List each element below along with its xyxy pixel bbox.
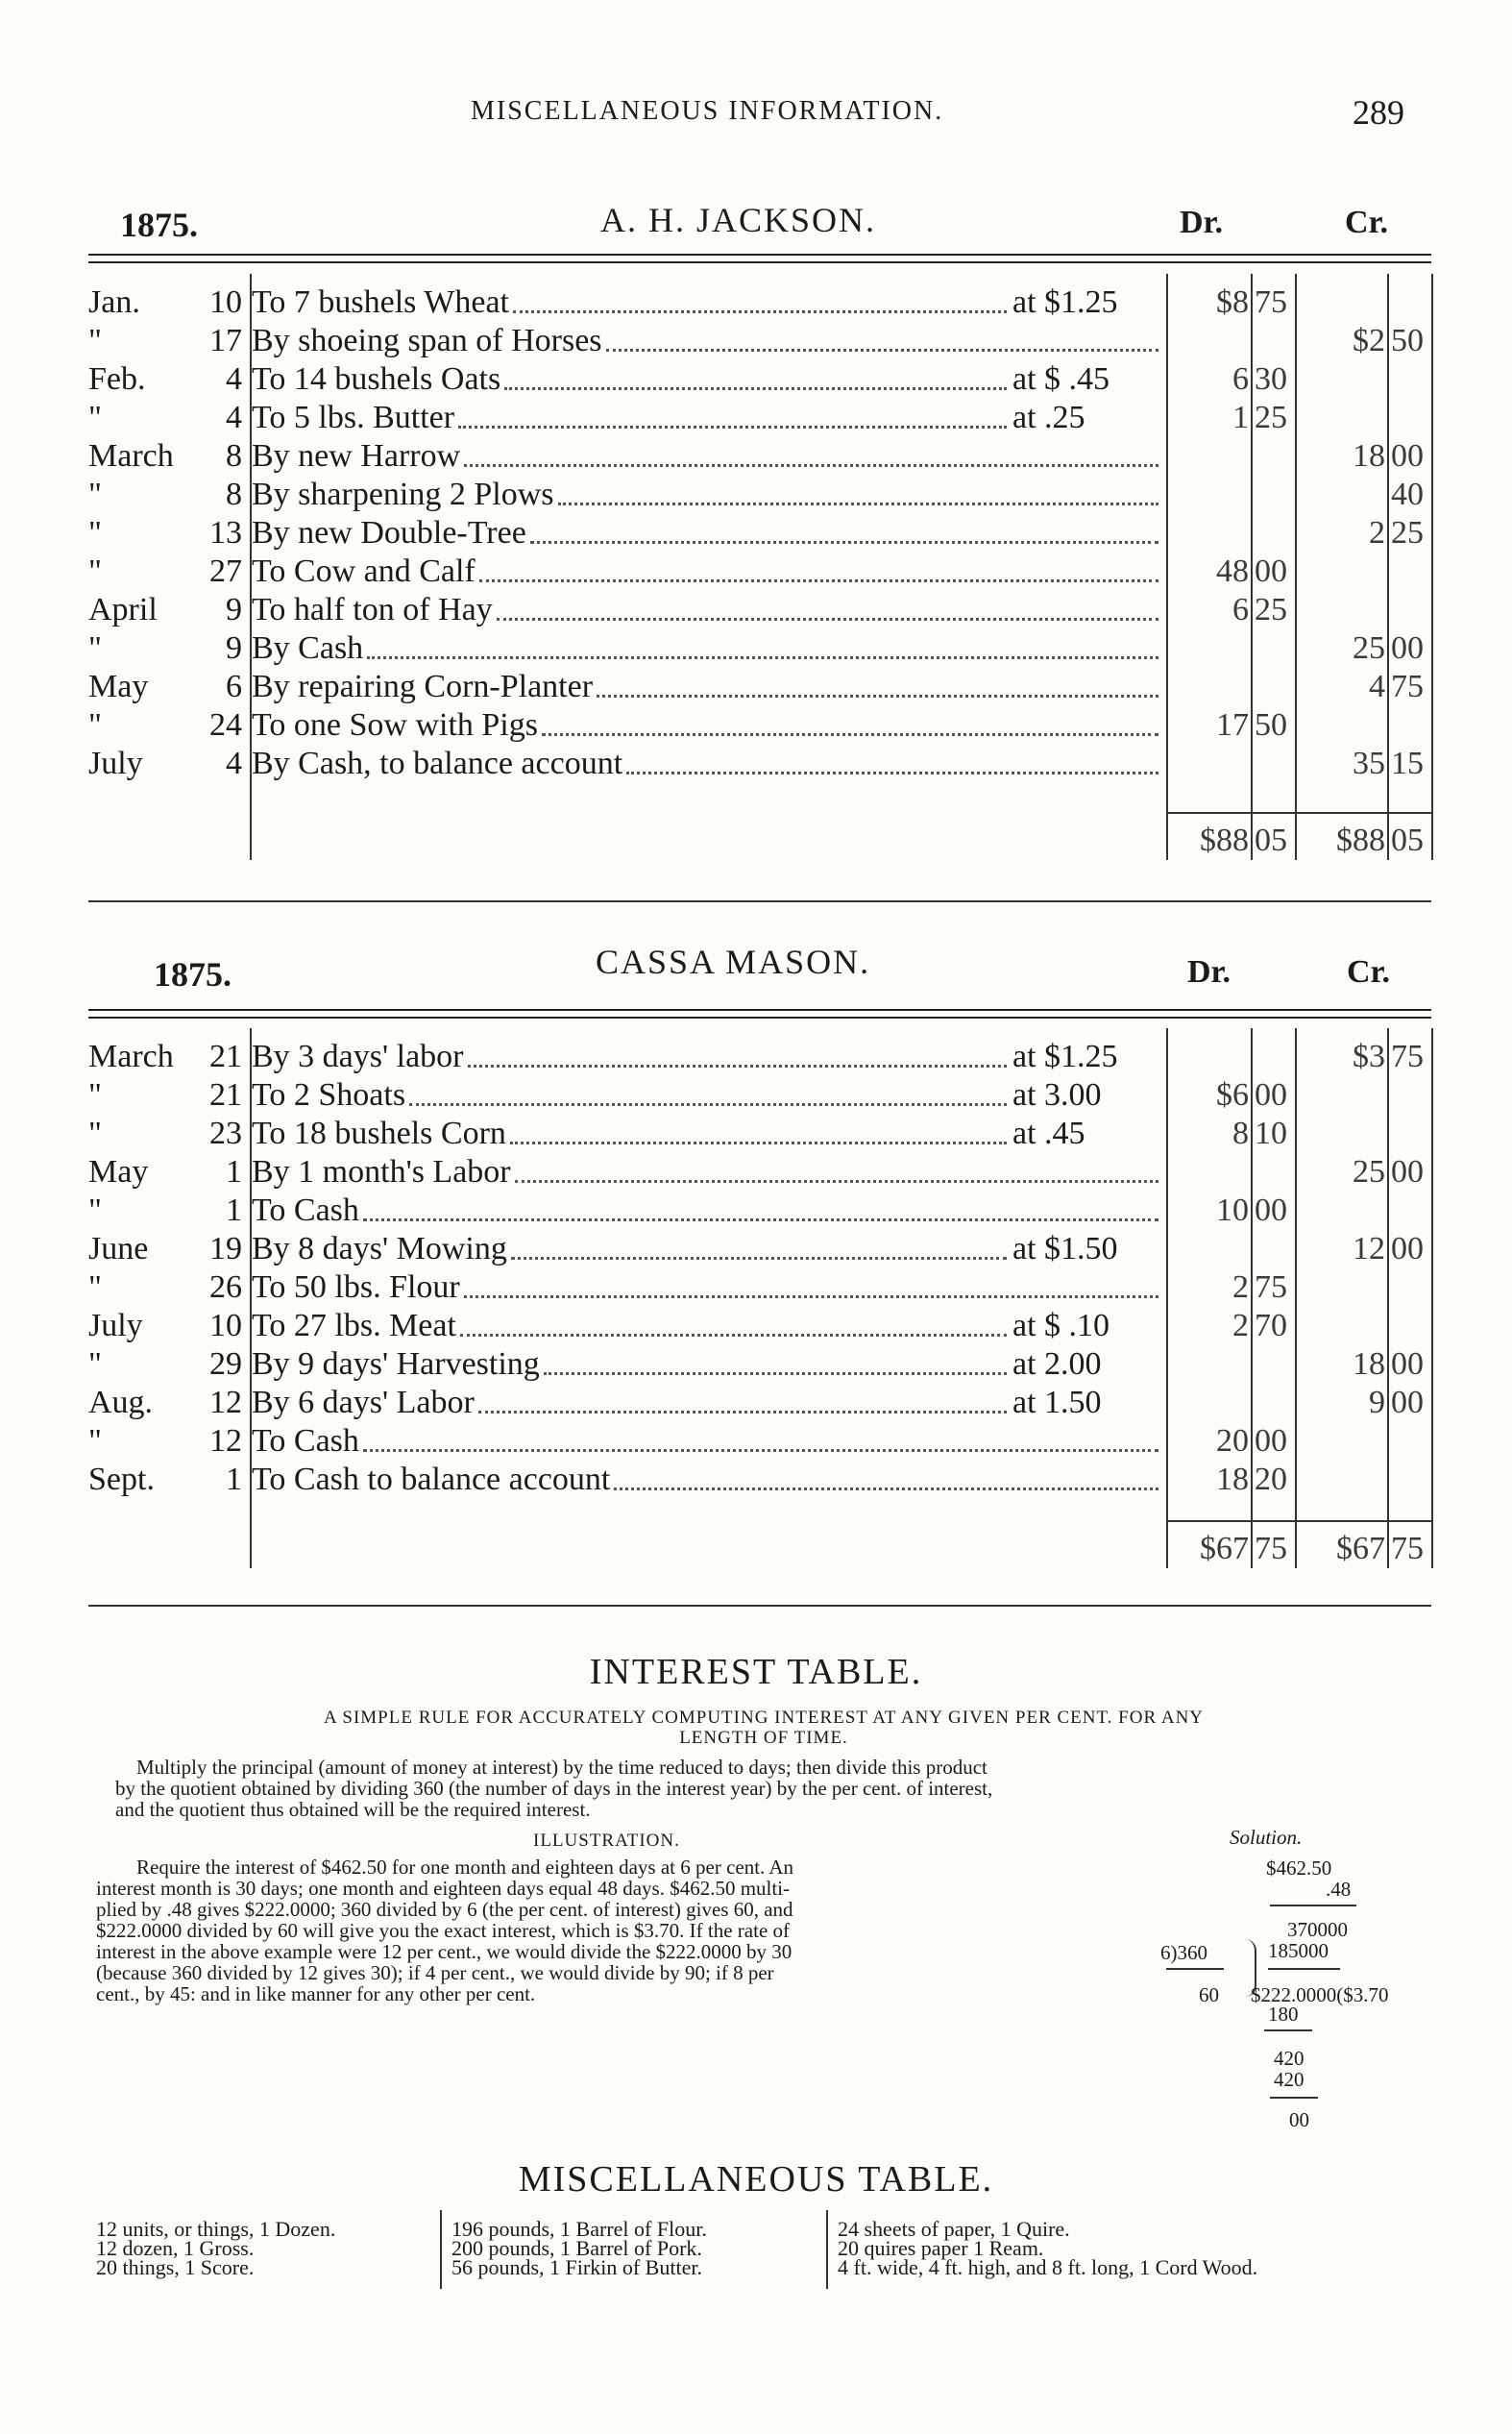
entry-month: " <box>88 1423 102 1459</box>
interest-subtitle-1: A SIMPLE RULE FOR ACCURATELY COMPUTING INTEREST AT ANY GIVEN PER CENT. FOR ANY <box>323 1708 1205 1728</box>
solution-principal: $462.50 <box>1266 1856 1332 1880</box>
entry-day: 24 <box>209 707 242 743</box>
solution-rule-5 <box>1270 2097 1318 2099</box>
ledger2-cr: Cr. <box>1347 954 1391 990</box>
ledger1-cr: Cr. <box>1345 205 1389 240</box>
total-debit-dollars: $67 <box>1200 1531 1249 1566</box>
leader-dots <box>558 503 1158 505</box>
entry-rate: at .25 <box>1012 400 1085 435</box>
leader-dots <box>544 1372 1007 1375</box>
ledger-entry-row <box>88 1307 1431 1345</box>
debit-cents: 70 <box>1255 1308 1287 1343</box>
entry-day: 8 <box>226 477 242 512</box>
ledger-entry-row <box>88 1384 1431 1422</box>
leader-dots <box>468 1065 1007 1068</box>
debit-cents: 10 <box>1255 1116 1287 1151</box>
ledger-entry-row <box>88 476 1431 514</box>
entry-description: By sharpening 2 Plows <box>252 477 554 512</box>
ledger1-table <box>88 283 1431 898</box>
credit-cents: 40 <box>1391 477 1424 512</box>
credit-cents: 50 <box>1391 323 1424 358</box>
entry-month: " <box>88 1077 102 1113</box>
debit-dollars: 20 <box>1216 1423 1249 1459</box>
ledger-entry-row <box>88 399 1431 437</box>
column-rule <box>1387 274 1389 860</box>
solution-quotient: $222.0000($3.70 <box>1251 1983 1389 2006</box>
illustration-line-1: Require the interest of $462.50 for one month and eighteen days at 6 per cent. An <box>136 1856 794 1879</box>
debit-dollars: 8 <box>1232 1116 1249 1151</box>
ledger-entry-row <box>88 1422 1431 1461</box>
entry-month: May <box>88 669 149 704</box>
entry-day: 12 <box>209 1423 242 1459</box>
entry-description: To 7 bushels Wheat <box>252 284 509 320</box>
entry-month: Jan. <box>88 284 140 320</box>
entry-rate: at 3.00 <box>1012 1077 1102 1113</box>
entry-description: To 18 bushels Corn <box>252 1116 506 1151</box>
ledger-entry-row <box>88 1076 1431 1115</box>
leader-dots <box>530 541 1158 544</box>
entry-month: " <box>88 323 102 358</box>
illustration-line-3: plied by .48 gives $222.0000; 360 divided by 6 (the per cent. of interest) gives 60, and <box>96 1898 793 1921</box>
debit-cents: 00 <box>1255 1423 1287 1459</box>
entry-rate: at $1.25 <box>1012 1039 1118 1074</box>
ledger-entry-row <box>88 591 1431 629</box>
total-debit-cents: 75 <box>1255 1531 1287 1566</box>
leader-dots <box>479 579 1158 582</box>
entry-month: Feb. <box>88 361 146 397</box>
credit-dollars: 4 <box>1369 669 1385 704</box>
debit-dollars: 48 <box>1216 553 1249 589</box>
entry-month: Sept. <box>88 1462 155 1497</box>
ledger2-rule-bottom <box>88 1017 1431 1019</box>
ledger2-table <box>88 1038 1431 1614</box>
ledger1-rule-bottom <box>88 261 1431 263</box>
credit-cents: 00 <box>1391 630 1424 666</box>
entry-day: 12 <box>209 1385 242 1420</box>
entry-description: To one Sow with Pigs <box>252 707 538 743</box>
debit-cents: 00 <box>1255 1077 1287 1113</box>
entry-month: July <box>88 746 143 781</box>
total-debit-cents: 05 <box>1255 823 1287 858</box>
solution-step-2: 420 <box>1274 2047 1305 2070</box>
ledger2-rule-top <box>88 1009 1431 1011</box>
ledger2-year: 1875. <box>154 955 232 994</box>
credit-dollars: $3 <box>1353 1039 1385 1074</box>
entry-month: " <box>88 400 102 435</box>
leader-dots <box>464 1295 1158 1298</box>
entry-day: 4 <box>226 400 242 435</box>
column-rule <box>1295 1028 1297 1568</box>
entry-month: " <box>88 630 102 666</box>
ledger-entry-row <box>88 1038 1431 1076</box>
solution-partial-1: 370000 <box>1287 1918 1348 1941</box>
total-credit-dollars: $67 <box>1336 1531 1385 1566</box>
solution-rule-4 <box>1264 2029 1312 2031</box>
debit-cents: 20 <box>1255 1462 1287 1497</box>
entry-rate: at $ .45 <box>1012 361 1110 397</box>
entry-rate: at 2.00 <box>1012 1346 1102 1382</box>
running-head: MISCELLANEOUS INFORMATION. <box>471 96 944 126</box>
debit-cents: 30 <box>1255 361 1287 397</box>
credit-dollars: 9 <box>1369 1385 1385 1420</box>
debit-cents: 00 <box>1255 553 1287 589</box>
leader-dots <box>515 1180 1158 1183</box>
credit-cents: 25 <box>1391 515 1424 551</box>
ledger-entry-row <box>88 706 1431 745</box>
entry-day: 29 <box>209 1346 242 1382</box>
credit-dollars: 2 <box>1369 515 1385 551</box>
entry-day: 1 <box>226 1462 242 1497</box>
entry-description: By 9 days' Harvesting <box>252 1346 540 1382</box>
leader-dots <box>510 1142 1007 1144</box>
entry-rate: at .45 <box>1012 1116 1085 1151</box>
totals-rule <box>1166 1520 1431 1522</box>
entry-month: " <box>88 477 102 512</box>
ledger-totals-row <box>88 1530 1431 1568</box>
ledger-entry-row <box>88 668 1431 706</box>
illustration-line-4: $222.0000 divided by 60 will give you the exact interest, which is $3.70. If the rate of <box>96 1919 791 1942</box>
leader-dots <box>478 1411 1007 1414</box>
entry-description: To 50 lbs. Flour <box>252 1269 460 1305</box>
ledger-entry-row <box>88 1153 1431 1192</box>
ledger-entry-row <box>88 322 1431 360</box>
misc-divider-1 <box>440 2210 442 2289</box>
ledger2-bottom-rule <box>88 1605 1431 1607</box>
debit-dollars: 6 <box>1232 592 1249 627</box>
ledger-entry-row <box>88 1345 1431 1384</box>
leader-dots <box>458 426 1007 429</box>
entry-month: " <box>88 1192 102 1228</box>
debit-dollars: 10 <box>1216 1192 1249 1228</box>
ledger2-dr: Dr. <box>1187 954 1232 990</box>
credit-cents: 00 <box>1391 1385 1424 1420</box>
entry-day: 26 <box>209 1269 242 1305</box>
entry-day: 8 <box>226 438 242 474</box>
entry-day: 4 <box>226 746 242 781</box>
entry-description: By repairing Corn-Planter <box>252 669 594 704</box>
leader-dots <box>363 1449 1158 1452</box>
solution-multiplier: .48 <box>1326 1878 1352 1901</box>
entry-month: June <box>88 1231 149 1266</box>
total-debit-dollars: $88 <box>1200 823 1249 858</box>
leader-dots <box>513 310 1007 313</box>
credit-cents: 00 <box>1391 1154 1424 1190</box>
debit-dollars: 2 <box>1232 1308 1249 1343</box>
misc-column-3 <box>838 2217 1452 2279</box>
debit-dollars: 18 <box>1216 1462 1249 1497</box>
misc-item: 12 dozen, 1 Gross. <box>96 2236 255 2260</box>
entry-rate: at 1.50 <box>1012 1385 1102 1420</box>
entry-day: 9 <box>226 592 242 627</box>
column-rule <box>1295 274 1297 860</box>
ledger-entry-row <box>88 360 1431 399</box>
entry-day: 1 <box>226 1154 242 1190</box>
column-rule <box>1166 1028 1168 1568</box>
misc-title: MISCELLANEOUS TABLE. <box>518 2159 994 2200</box>
misc-item: 4 ft. wide, 4 ft. high, and 8 ft. long, 1 Cord Wood. <box>838 2255 1258 2279</box>
debit-cents: 25 <box>1255 592 1287 627</box>
debit-dollars: 6 <box>1232 361 1249 397</box>
entry-description: To Cash <box>252 1423 359 1459</box>
debit-cents: 25 <box>1255 400 1287 435</box>
ledger-entry-row <box>88 1461 1431 1499</box>
misc-divider-2 <box>826 2210 828 2289</box>
debit-cents: 75 <box>1255 1269 1287 1305</box>
column-rule <box>1251 274 1253 860</box>
totals-rule <box>1166 812 1431 814</box>
entry-description: By 6 days' Labor <box>252 1385 475 1420</box>
leader-dots <box>626 772 1158 774</box>
debit-dollars: $6 <box>1216 1077 1249 1113</box>
credit-cents: 00 <box>1391 1231 1424 1266</box>
credit-dollars: $2 <box>1353 323 1385 358</box>
ledger-totals-row <box>88 822 1431 860</box>
entry-rate: at $1.50 <box>1012 1231 1118 1266</box>
interest-rule-line-1: Multiply the principal (amount of money at interest) by the time reduced to days; then divide this product <box>136 1756 988 1779</box>
column-rule <box>1166 274 1168 860</box>
entry-month: April <box>88 592 158 627</box>
solution-rule-2 <box>1166 1968 1224 1970</box>
entry-month: " <box>88 515 102 551</box>
debit-cents: 75 <box>1255 284 1287 320</box>
column-rule <box>1387 1028 1389 1568</box>
total-credit-dollars: $88 <box>1336 823 1385 858</box>
misc-column-2 <box>451 2217 826 2279</box>
total-credit-cents: 75 <box>1391 1531 1424 1566</box>
credit-dollars: 25 <box>1353 1154 1385 1190</box>
ledger-entry-row <box>88 1115 1431 1153</box>
credit-cents: 15 <box>1391 746 1424 781</box>
ledger-entry-row <box>88 1230 1431 1268</box>
ledger-entry-row <box>88 437 1431 476</box>
entry-description: By 1 month's Labor <box>252 1154 511 1190</box>
entry-day: 23 <box>209 1116 242 1151</box>
credit-cents: 00 <box>1391 1346 1424 1382</box>
interest-title: INTEREST TABLE. <box>589 1652 923 1692</box>
solution-partial-2: 185000 <box>1268 1939 1329 1962</box>
credit-dollars: 18 <box>1353 438 1385 474</box>
misc-item: 200 pounds, 1 Barrel of Pork. <box>451 2236 702 2260</box>
leader-dots <box>367 656 1158 659</box>
entry-month: " <box>88 707 102 743</box>
credit-dollars: 25 <box>1353 630 1385 666</box>
ledger-entry-row <box>88 553 1431 591</box>
entry-day: 10 <box>209 284 242 320</box>
leader-dots <box>464 464 1158 467</box>
entry-description: To Cash <box>252 1192 359 1228</box>
entry-description: By shoeing span of Horses <box>252 323 602 358</box>
ledger-entry-row <box>88 629 1431 668</box>
misc-item: 56 pounds, 1 Firkin of Butter. <box>451 2255 702 2279</box>
solution-step-1: 180 <box>1268 2003 1299 2026</box>
column-rule <box>1431 274 1433 860</box>
page-number: 289 <box>1353 93 1404 132</box>
leader-dots <box>511 1257 1007 1260</box>
misc-item: 196 pounds, 1 Barrel of Flour. <box>451 2217 707 2241</box>
entry-description: By 3 days' labor <box>252 1039 464 1074</box>
ledger1-rule-top <box>88 254 1431 256</box>
entry-month: May <box>88 1154 149 1190</box>
ledger-entry-row <box>88 283 1431 322</box>
credit-cents: 00 <box>1391 438 1424 474</box>
entry-day: 6 <box>226 669 242 704</box>
entry-day: 1 <box>226 1192 242 1228</box>
entry-description: To 27 lbs. Meat <box>252 1308 456 1343</box>
entry-description: To 5 lbs. Butter <box>252 400 455 435</box>
entry-month: " <box>88 1346 102 1382</box>
entry-day: 9 <box>226 630 242 666</box>
entry-month: " <box>88 1116 102 1151</box>
ledger-entry-row <box>88 514 1431 553</box>
entry-day: 27 <box>209 553 242 589</box>
entry-day: 13 <box>209 515 242 551</box>
leader-dots <box>597 695 1158 698</box>
debit-dollars: 2 <box>1232 1269 1249 1305</box>
leader-dots <box>460 1334 1007 1337</box>
entry-description: By Cash <box>252 630 364 666</box>
ledger2-name: CASSA MASON. <box>596 943 871 981</box>
misc-item: 12 units, or things, 1 Dozen. <box>96 2217 336 2241</box>
entry-month: March <box>88 438 174 474</box>
ledger-entry-row <box>88 1192 1431 1230</box>
entry-month: Aug. <box>88 1385 154 1420</box>
illustration-line-7: cent., by 45: and in like manner for any other per cent. <box>96 1982 536 2005</box>
misc-column-1 <box>96 2217 432 2279</box>
ledger1-year: 1875. <box>120 206 198 244</box>
illustration-line-6: (because 360 divided by 12 gives 30); if 4 per cent., we would divide by 90; if 8 per <box>96 1961 774 1984</box>
entry-description: To half ton of Hay <box>252 592 493 627</box>
entry-day: 4 <box>226 361 242 397</box>
entry-day: 10 <box>209 1308 242 1343</box>
entry-month: " <box>88 1269 102 1305</box>
entry-description: To Cow and Calf <box>252 553 476 589</box>
interest-rule-line-2: by the quotient obtained by dividing 360 (the number of days in the interest year) by the per cent. of interest, <box>115 1777 993 1800</box>
column-rule <box>250 1028 252 1568</box>
credit-cents: 75 <box>1391 1039 1424 1074</box>
misc-item: 20 things, 1 Score. <box>96 2255 255 2279</box>
entry-description: To Cash to balance account <box>252 1462 611 1497</box>
misc-item: 24 sheets of paper, 1 Quire. <box>838 2217 1070 2241</box>
ledger1-bottom-rule <box>88 900 1431 902</box>
debit-cents: 50 <box>1255 707 1287 743</box>
credit-dollars: 12 <box>1353 1231 1385 1266</box>
ledger1-dr: Dr. <box>1180 205 1224 240</box>
entry-description: To 14 bushels Oats <box>252 361 501 397</box>
solution-label: Solution. <box>1230 1826 1303 1849</box>
solution-divisor: 6)360 <box>1160 1941 1207 1964</box>
solution-rule-3 <box>1268 1968 1340 1970</box>
entry-description: To 2 Shoats <box>252 1077 406 1113</box>
column-rule <box>250 274 252 860</box>
illustration-label: ILLUSTRATION. <box>533 1831 680 1851</box>
credit-cents: 75 <box>1391 669 1424 704</box>
solution-sixty: 60 <box>1199 1983 1219 2006</box>
solution-remainder: 00 <box>1289 2108 1309 2131</box>
debit-dollars: $8 <box>1216 284 1249 320</box>
interest-subtitle-2: LENGTH OF TIME. <box>679 1728 848 1748</box>
debit-cents: 00 <box>1255 1192 1287 1228</box>
entry-day: 17 <box>209 323 242 358</box>
credit-dollars: 18 <box>1353 1346 1385 1382</box>
ledger1-name: A. H. JACKSON. <box>600 201 877 239</box>
entry-description: By 8 days' Mowing <box>252 1231 507 1266</box>
entry-description: By new Harrow <box>252 438 461 474</box>
ledger-entry-row <box>88 745 1431 783</box>
column-rule <box>1431 1028 1433 1568</box>
leader-dots <box>504 387 1007 390</box>
credit-dollars: 35 <box>1353 746 1385 781</box>
entry-day: 21 <box>209 1077 242 1113</box>
solution-rule-1 <box>1270 1905 1356 1906</box>
ledger-entry-row <box>88 1268 1431 1307</box>
debit-dollars: 17 <box>1216 707 1249 743</box>
interest-rule-line-3: and the quotient thus obtained will be the required interest. <box>115 1798 591 1821</box>
illustration-line-5: interest in the above example were 12 per cent., we would divide the $222.0000 by 30 <box>96 1940 793 1963</box>
total-credit-cents: 05 <box>1391 823 1424 858</box>
entry-month: March <box>88 1039 174 1074</box>
entry-rate: at $ .10 <box>1012 1308 1110 1343</box>
column-rule <box>1251 1028 1253 1568</box>
illustration-line-2: interest month is 30 days; one month and eighteen days equal 48 days. $462.50 multi- <box>96 1877 791 1900</box>
debit-dollars: 1 <box>1232 400 1249 435</box>
entry-description: By Cash, to balance account <box>252 746 623 781</box>
leader-dots <box>614 1487 1158 1490</box>
entry-day: 21 <box>209 1039 242 1074</box>
entry-description: By new Double-Tree <box>252 515 526 551</box>
leader-dots <box>497 618 1158 621</box>
entry-rate: at $1.25 <box>1012 284 1118 320</box>
solution-step-3: 420 <box>1274 2068 1305 2091</box>
entry-month: July <box>88 1308 143 1343</box>
leader-dots <box>363 1218 1158 1221</box>
leader-dots <box>542 733 1158 736</box>
entry-day: 19 <box>209 1231 242 1266</box>
entry-month: " <box>88 553 102 589</box>
leader-dots <box>409 1103 1007 1106</box>
misc-item: 20 quires paper 1 Ream. <box>838 2236 1044 2260</box>
leader-dots <box>606 349 1158 352</box>
